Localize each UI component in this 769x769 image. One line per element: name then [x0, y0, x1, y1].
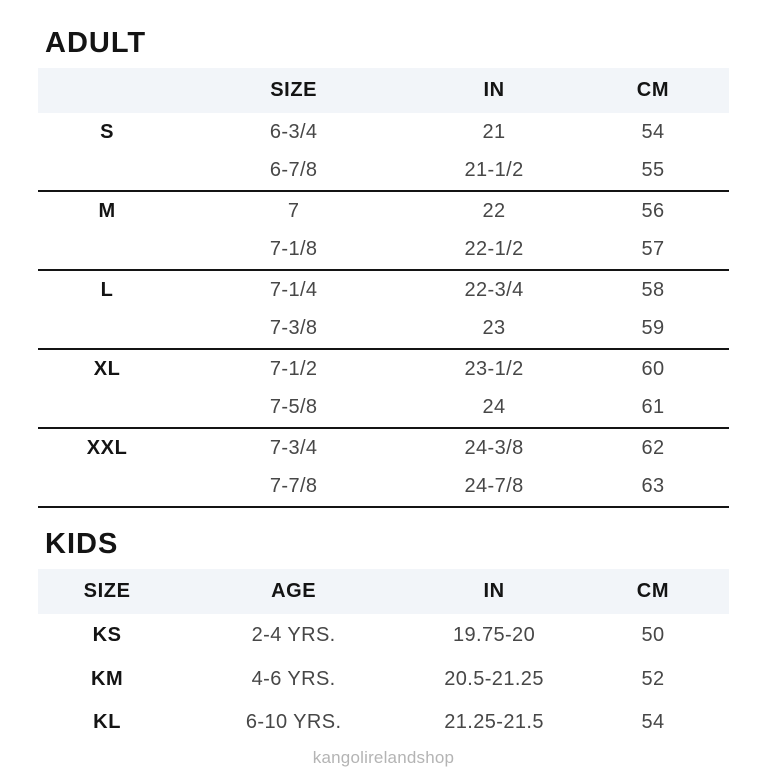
adult-table-header: [38, 68, 729, 113]
in-value: 24-3/8: [464, 436, 524, 459]
kids-section-title: KIDS: [45, 528, 119, 560]
in-value: 23: [482, 317, 506, 340]
table-row: [38, 271, 729, 310]
in-value: 21-1/2: [464, 159, 524, 182]
size-value: 7-5/8: [269, 396, 318, 419]
cm-value: 60: [641, 357, 665, 380]
table-row: [38, 310, 729, 349]
table-row: [38, 152, 729, 191]
size-value: 7: [287, 199, 300, 222]
in-value: 21: [482, 120, 506, 143]
watermark-text: kangolirelandshop: [312, 747, 455, 767]
table-row: [38, 468, 729, 507]
size-label: KS: [92, 624, 122, 647]
in-value: 23-1/2: [464, 357, 524, 380]
adult-size-table: [38, 68, 729, 508]
table-row: [38, 231, 729, 270]
table-row: [38, 113, 729, 152]
table-row: [38, 389, 729, 428]
size-label: XXL: [86, 436, 128, 459]
adult-size-group-xxl: [38, 429, 729, 508]
size-value: 6-7/8: [269, 159, 318, 182]
cm-value: 55: [641, 159, 665, 182]
table-row: [38, 614, 729, 658]
kids-table-header: [38, 569, 729, 614]
size-value: 7-1/2: [269, 357, 318, 380]
size-value: 6-3/4: [269, 120, 318, 143]
adult-size-group-l: [38, 271, 729, 350]
kids-size-table: [38, 569, 729, 745]
adult-column-header-in: IN: [483, 79, 505, 101]
kids-column-header-in: IN: [483, 580, 505, 602]
cm-value: 50: [641, 624, 665, 647]
cm-value: 62: [641, 436, 665, 459]
size-label: S: [100, 120, 115, 143]
cm-value: 59: [641, 317, 665, 340]
size-label: KM: [90, 667, 124, 690]
in-value: 24: [482, 396, 506, 419]
cm-value: 58: [641, 278, 665, 301]
in-value: 22-1/2: [464, 238, 524, 261]
size-value: 7-7/8: [269, 475, 318, 498]
size-label: L: [100, 278, 114, 301]
kids-column-header-size: SIZE: [83, 580, 131, 602]
in-value: 19.75-20: [452, 624, 536, 647]
cm-value: 54: [641, 120, 665, 143]
size-value: 7-1/4: [269, 278, 318, 301]
size-value: 7-1/8: [269, 238, 318, 261]
cm-value: 63: [641, 475, 665, 498]
kids-column-header-age: AGE: [271, 580, 317, 602]
age-value: 2-4 YRS.: [251, 624, 336, 647]
table-row: [38, 192, 729, 231]
size-value: 7-3/4: [269, 436, 318, 459]
adult-column-header-size: SIZE: [270, 79, 318, 101]
size-label: XL: [93, 357, 121, 380]
in-value: 20.5-21.25: [444, 667, 544, 690]
size-label: M: [98, 199, 116, 222]
cm-value: 61: [641, 396, 665, 419]
in-value: 22: [482, 199, 506, 222]
table-row: [38, 658, 729, 702]
kids-column-header-cm: CM: [636, 580, 670, 602]
adult-column-header-cm: CM: [636, 79, 670, 101]
size-label: KL: [93, 711, 122, 734]
cm-value: 57: [641, 238, 665, 261]
in-value: 24-7/8: [464, 475, 524, 498]
table-row: [38, 429, 729, 468]
in-value: 22-3/4: [464, 278, 524, 301]
table-row: [38, 350, 729, 389]
adult-size-group-xl: [38, 350, 729, 429]
table-row: [38, 701, 729, 745]
adult-section-title: ADULT: [45, 27, 147, 59]
age-value: 6-10 YRS.: [245, 711, 342, 734]
size-value: 7-3/8: [269, 317, 318, 340]
cm-value: 54: [641, 711, 665, 734]
age-value: 4-6 YRS.: [251, 667, 336, 690]
cm-value: 56: [641, 199, 665, 222]
adult-size-group-s: [38, 113, 729, 192]
adult-size-group-m: [38, 192, 729, 271]
in-value: 21.25-21.5: [444, 711, 544, 734]
cm-value: 52: [641, 667, 665, 690]
